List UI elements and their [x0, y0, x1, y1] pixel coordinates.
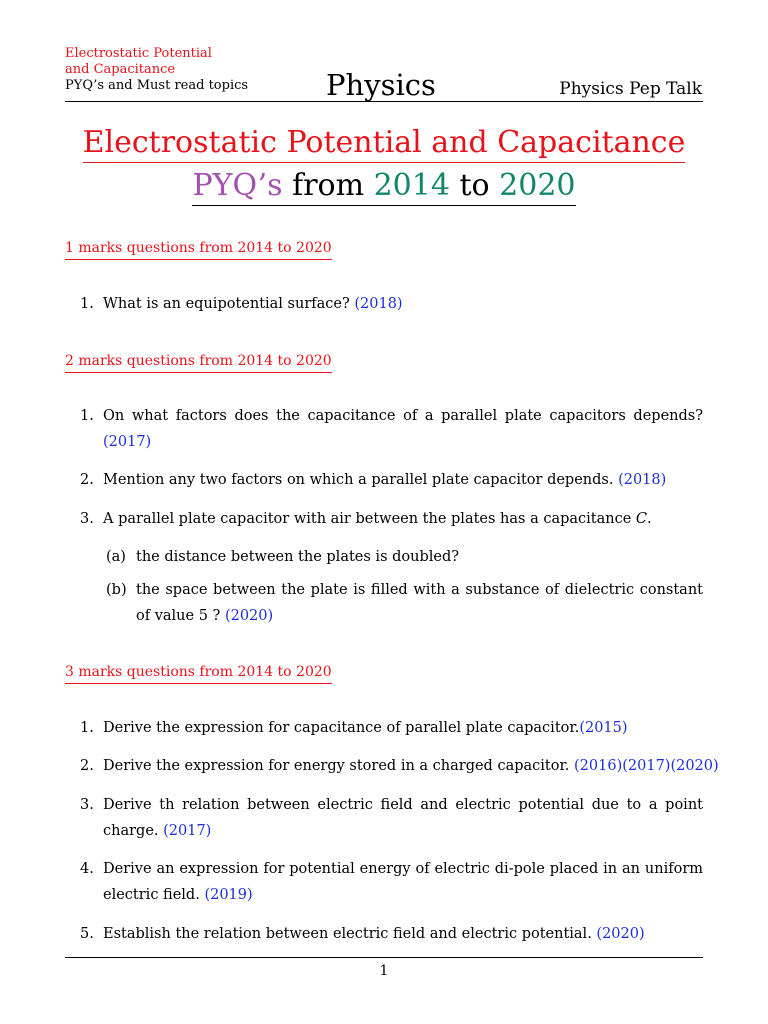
title-line1: Electrostatic Potential and Capacitance — [83, 125, 686, 163]
item-text-end: . — [647, 511, 652, 527]
item-number: 1. — [80, 408, 94, 424]
header-rule — [65, 101, 703, 102]
item-number: 3. — [80, 511, 94, 527]
title-line2 — [192, 168, 575, 206]
item-text: Derive the expression for capacitance of parallel plate capacitor. — [103, 720, 580, 736]
item-year: (2018) — [354, 296, 403, 312]
footer-rule — [65, 957, 703, 958]
title-start-year: 2014 — [373, 168, 450, 203]
item-number: 5. — [80, 926, 94, 942]
item-number: 4. — [80, 861, 94, 877]
item-text: A parallel plate capacitor with air between the plates has a capacitance — [103, 511, 632, 527]
item-text: Establish the relation between electric field and electric potential. — [103, 926, 592, 942]
item-year: (2016)(2017)(2020) — [574, 758, 719, 774]
item-number: 2. — [80, 472, 94, 488]
item-year: (2017) — [103, 434, 152, 450]
sub-item-text: the distance between the plates is doubled? — [136, 549, 460, 565]
capacitance-symbol: C — [635, 511, 648, 527]
section-heading-3-marks: 3 marks questions from 2014 to 2020 — [65, 663, 332, 684]
item-year: (2020) — [224, 608, 274, 624]
header-subtitle: PYQ’s and Must read topics — [65, 78, 249, 93]
item-year: (2015) — [579, 720, 628, 736]
item-number: 1. — [80, 296, 94, 312]
item-text: Derive an expression for potential energy of electric di-pole placed in an uniform electric field. — [103, 861, 703, 903]
item-number: 3. — [80, 797, 94, 813]
item-number: 1. — [80, 720, 94, 736]
header-brand: Physics Pep Talk — [559, 79, 702, 99]
item-text: Derive the expression for energy stored in a charged capacitor. — [103, 758, 570, 774]
title-end-year: 2020 — [499, 168, 576, 203]
sub-item-label: (a) — [106, 549, 126, 565]
sub-item-label: (b) — [106, 582, 127, 598]
item-year: (2018) — [618, 472, 667, 488]
page-number: 1 — [379, 963, 389, 979]
header-chapter-line1: Electrostatic Potential — [65, 46, 212, 61]
sub-item-text: the space between the plate is filled with a substance of dielectric constant of value 5 ? — [136, 582, 703, 624]
item-text: Mention any two factors on which a parallel plate capacitor depends. — [103, 472, 614, 488]
title-from: from — [292, 168, 365, 203]
header-chapter-line2: and Capacitance — [65, 62, 176, 77]
item-text: On what factors does the capacitance of a parallel plate capacitors depends? — [103, 408, 703, 424]
title-to: to — [459, 168, 490, 203]
section-heading-1-mark: 1 marks questions from 2014 to 2020 — [65, 239, 332, 260]
section-heading-2-marks: 2 marks questions from 2014 to 2020 — [65, 352, 332, 373]
item-text: Derive th relation between electric field and electric potential due to a point charge. — [103, 797, 703, 839]
item-number: 2. — [80, 758, 94, 774]
item-year: (2017) — [163, 823, 212, 839]
item-year: (2020) — [596, 926, 645, 942]
header-left — [65, 46, 305, 94]
header-subject: Physics — [326, 68, 436, 102]
item-year: (2019) — [204, 887, 253, 903]
title-pyq: PYQ’s — [192, 168, 283, 203]
page-title — [0, 125, 768, 206]
item-text: What is an equipotential surface? — [103, 296, 350, 312]
